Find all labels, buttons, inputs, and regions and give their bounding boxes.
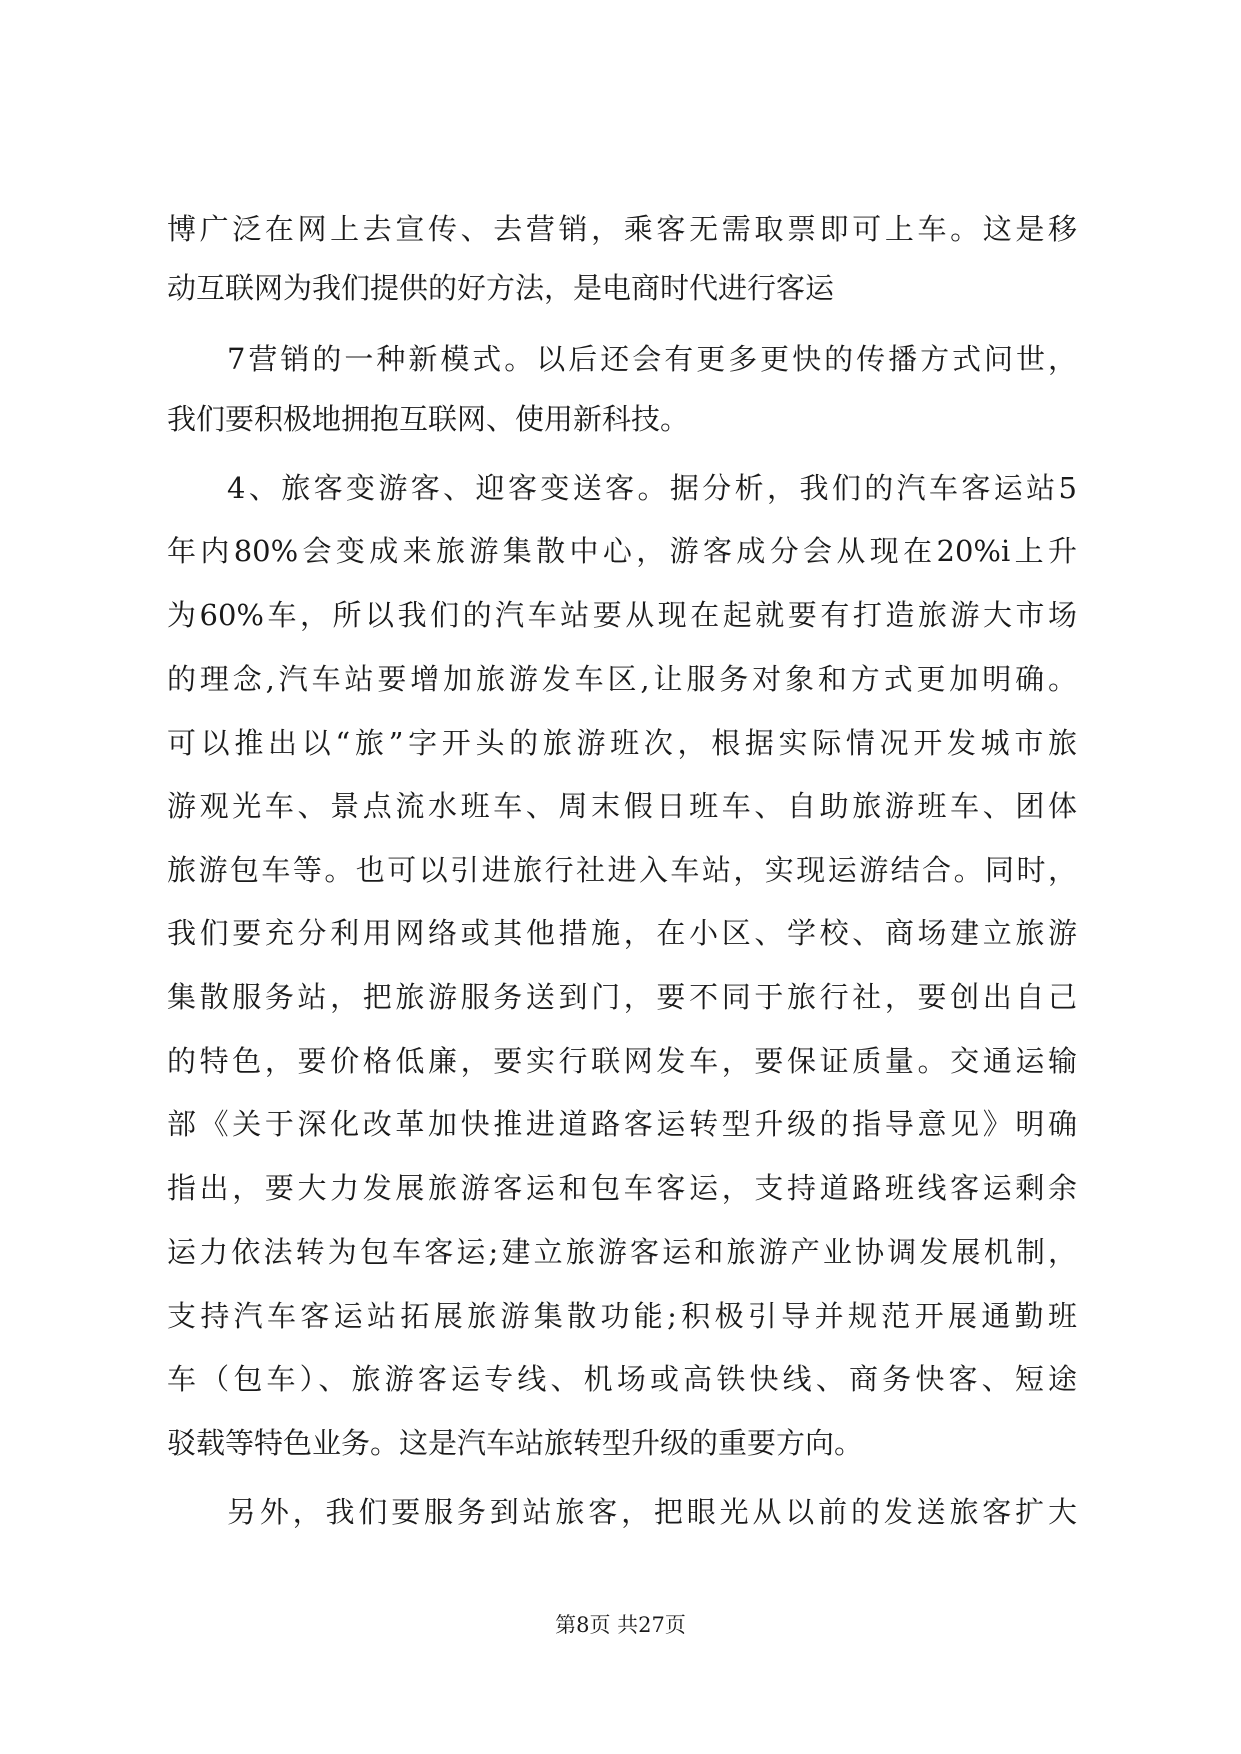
paragraph-line: 我们要充分利用网络或其他措施，在小区、学校、商场建立旅游: [167, 916, 1077, 950]
paragraph-line: 博广泛在网上去宣传、去营销，乘客无需取票即可上车。这是移: [167, 212, 1077, 246]
paragraph-line: 指出，要大力发展旅游客运和包车客运，支持道路班线客运剩余: [167, 1171, 1077, 1205]
paragraph-line: 为60%车，所以我们的汽车站要从现在起就要有打造旅游大市场: [167, 598, 1077, 632]
paragraph-line: 7营销的一种新模式。以后还会有更多更快的传播方式问世，: [227, 342, 1077, 376]
paragraph-line: 的特色，要价格低廉，要实行联网发车，要保证质量。交通运输: [167, 1044, 1077, 1078]
paragraph-line: 可以推出以“旅”字开头的旅游班次，根据实际情况开发城市旅: [167, 726, 1077, 760]
paragraph-line: 集散服务站，把旅游服务送到门，要不同于旅行社，要创出自己: [167, 980, 1077, 1014]
paragraph-line: 车（包车）、旅游客运专线、机场或高铁快线、商务快客、短途: [167, 1362, 1077, 1396]
paragraph-line: 的理念,汽车站要增加旅游发车区,让服务对象和方式更加明确。: [167, 662, 1077, 696]
paragraph-line: 驳载等特色业务。这是汽车站旅转型升级的重要方向。: [167, 1426, 864, 1460]
paragraph-line: 旅游包车等。也可以引进旅行社进入车站，实现运游结合。同时，: [167, 853, 1077, 887]
paragraph-line: 动互联网为我们提供的好方法，是电商时代进行客运: [167, 271, 835, 305]
paragraph-line: 我们要积极地拥抱互联网、使用新科技。: [167, 402, 690, 436]
paragraph-line: 部《关于深化改革加快推进道路客运转型升级的指导意见》明确: [167, 1107, 1077, 1141]
paragraph-line: 另外，我们要服务到站旅客，把眼光从以前的发送旅客扩大: [227, 1495, 1077, 1529]
paragraph-line: 游观光车、景点流水班车、周末假日班车、自助旅游班车、团体: [167, 789, 1077, 823]
paragraph-line: 运力依法转为包车客运;建立旅游客运和旅游产业协调发展机制，: [167, 1235, 1077, 1269]
paragraph-line: 支持汽车客运站拓展旅游集散功能;积极引导并规范开展通勤班: [167, 1299, 1077, 1333]
paragraph-line: 年内80%会变成来旅游集散中心，游客成分会从现在20%i上升: [167, 534, 1077, 568]
page-footer: 第8页 共27页: [555, 1613, 686, 1637]
paragraph-line: 4、旅客变游客、迎客变送客。据分析，我们的汽车客运站5: [227, 471, 1077, 505]
